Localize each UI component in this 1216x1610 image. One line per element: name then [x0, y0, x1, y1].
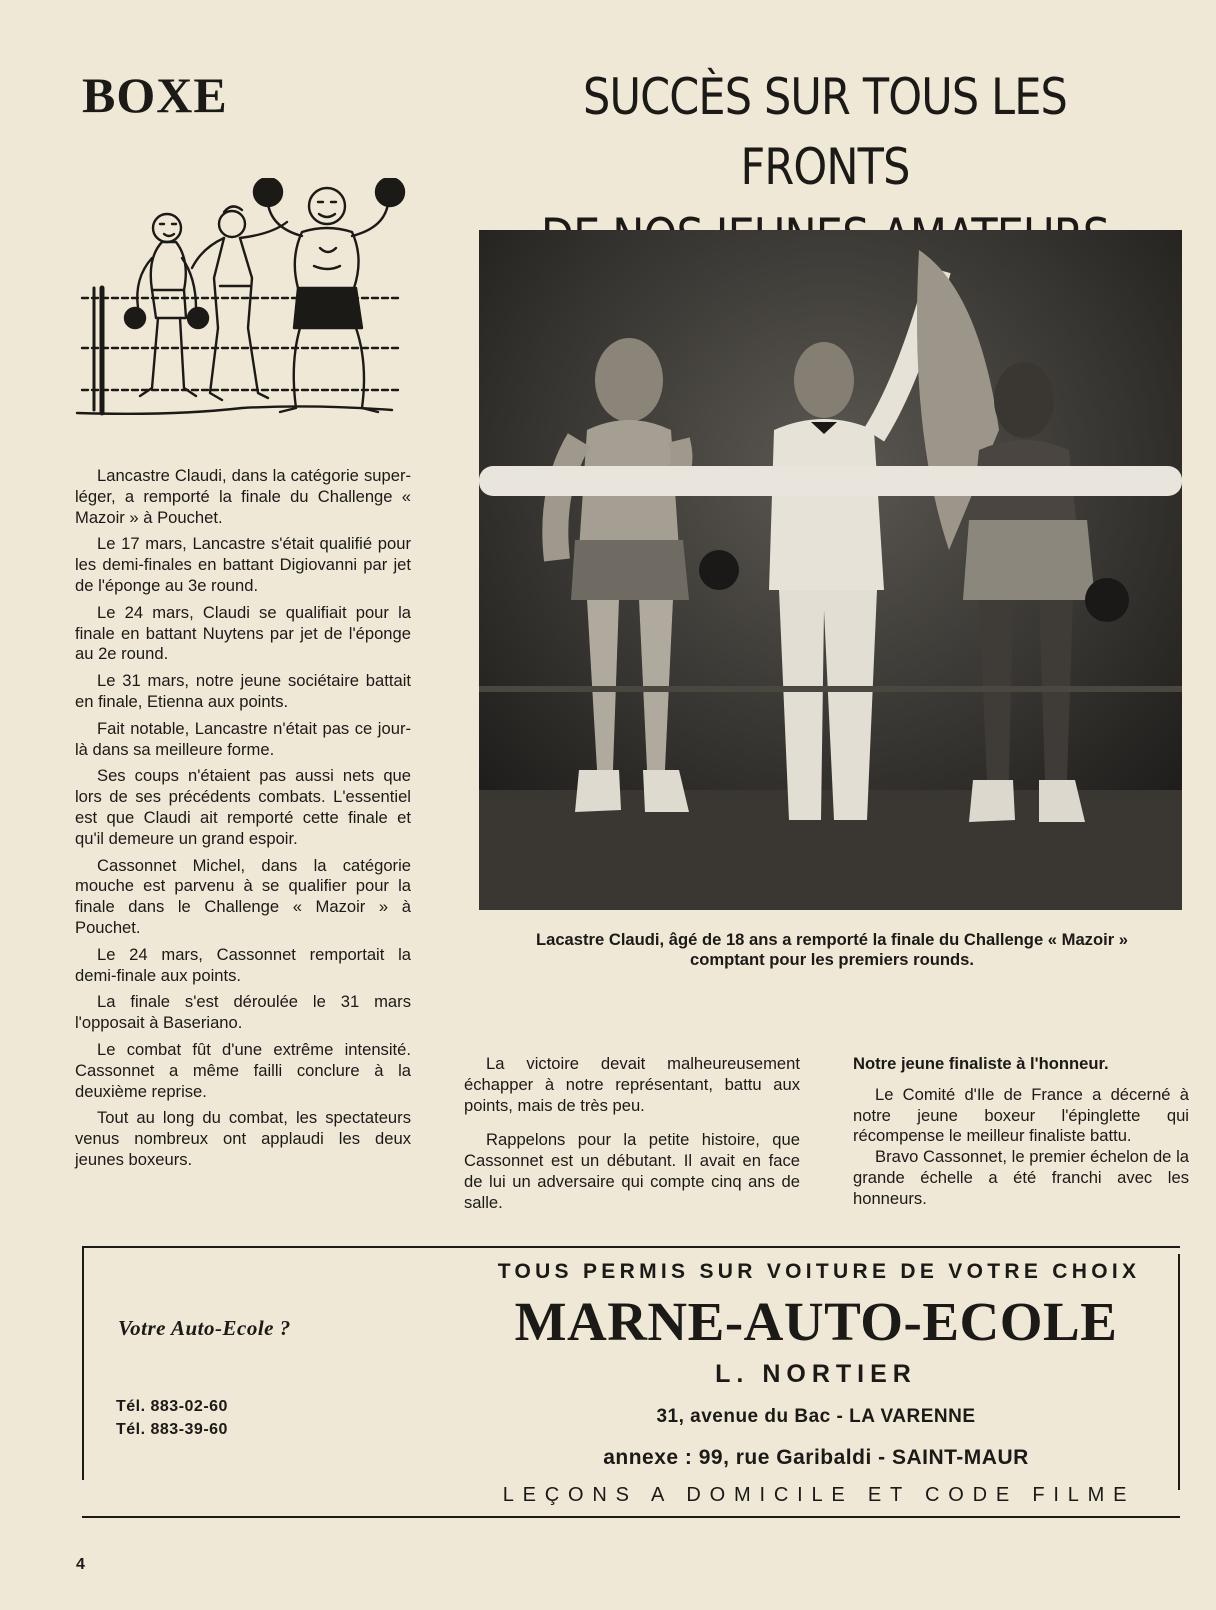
ad-phone-1: Tél. 883-02-60 [116, 1398, 228, 1415]
caption-line-1: Lacastre Claudi, âgé de 18 ans a remporté la finale du Challenge « Mazoir » [535, 930, 1129, 949]
article-left-column [75, 466, 411, 1177]
paragraph: La victoire devait malheureusement échapper à notre représentant, battu aux points, mais de très peu. [464, 1054, 800, 1115]
paragraph: Ses coups n'étaient pas aussi nets que lors de ses précédents combats. L'essentiel est que Claudi ait remporté cette finale et qu'il demeure un grand espoir. [75, 766, 411, 848]
ad-tagline: TOUS PERMIS SUR VOITURE DE VOTRE CHOIX [497, 1260, 1141, 1283]
section-title: BOXE [82, 67, 228, 123]
ad-annex-address: annexe : 99, rue Garibaldi - SAINT-MAUR [603, 1446, 1029, 1469]
ad-lessons: LEÇONS A DOMICILE ET CODE FILME [502, 1484, 1136, 1506]
paragraph: Le 24 mars, Cassonnet remportait la demi-finale aux points. [75, 944, 411, 985]
paragraph: Rappelons pour la petite histoire, que Cassonnet est un débutant. Il avait en face de lui un adversaire qui compte cinq ans de salle. [464, 1130, 800, 1212]
caption-line-2: comptant pour les premiers rounds. [690, 950, 974, 969]
match-photo [479, 230, 1182, 910]
paragraph: Cassonnet Michel, dans la catégorie mouche est parvenu à se qualifier pour la finale dans le Challenge « Mazoir » à Pouchet. [75, 855, 411, 937]
ad-question: Votre Auto-Ecole ? [118, 1316, 291, 1340]
page-number: 4 [76, 1556, 85, 1573]
ad-address: 31, avenue du Bac - LA VARENNE [656, 1406, 976, 1427]
ad-business-name: MARNE-AUTO-ECOLE [514, 1291, 1118, 1352]
article-right-column [853, 1054, 1189, 1216]
paragraph: Lancastre Claudi, dans la catégorie super-léger, a remporté la finale du Challenge « Mazoir » à Pouchet. [75, 466, 411, 527]
paragraph: Le combat fût d'une extrême intensité. Cassonnet a même failli conclure à la deuxième reprise. [75, 1039, 411, 1101]
paragraph: Le 24 mars, Claudi se qualifiait pour la finale en battant Nuytens par jet de l'éponge au 2e round. [75, 602, 411, 664]
ad-border-right [1178, 1254, 1180, 1490]
paragraph: Fait notable, Lancastre n'était pas ce jour-là dans sa meilleure forme. [75, 718, 411, 759]
driving-school-ad [82, 1246, 1180, 1518]
ad-phone-2: Tél. 883-39-60 [116, 1421, 228, 1438]
paragraph: Tout au long du combat, les spectateurs venus nombreux ont applaudi les deux jeunes boxeurs. [75, 1108, 411, 1169]
ad-border-left [82, 1248, 84, 1480]
ad-owner: L. NORTIER [715, 1360, 917, 1388]
boxing-cartoon [72, 178, 412, 438]
article-middle-column [464, 1054, 800, 1220]
paragraph: Bravo Cassonnet, le premier échelon de la grande échelle a été franchi avec les honneurs. [853, 1147, 1189, 1208]
headline-line-1: SUCCÈS SUR TOUS LES FRONTS [583, 68, 1067, 196]
photo-caption [470, 930, 1194, 970]
paragraph: La finale s'est déroulée le 31 mars l'opposait à Baseriano. [75, 992, 411, 1033]
paragraph: Le Comité d'Ile de France a décerné à notre jeune boxeur l'épinglette qui récompense le meilleur finaliste battu. [853, 1084, 1189, 1146]
paragraph: Le 17 mars, Lancastre s'était qualifié pour les demi-finales en battant Digiovanni par jet de l'éponge au 3e round. [75, 534, 411, 595]
subheading: Notre jeune finaliste à l'honneur. [853, 1054, 1109, 1073]
paragraph: Le 31 mars, notre jeune sociétaire battait en finale, Etienna aux points. [75, 671, 411, 711]
